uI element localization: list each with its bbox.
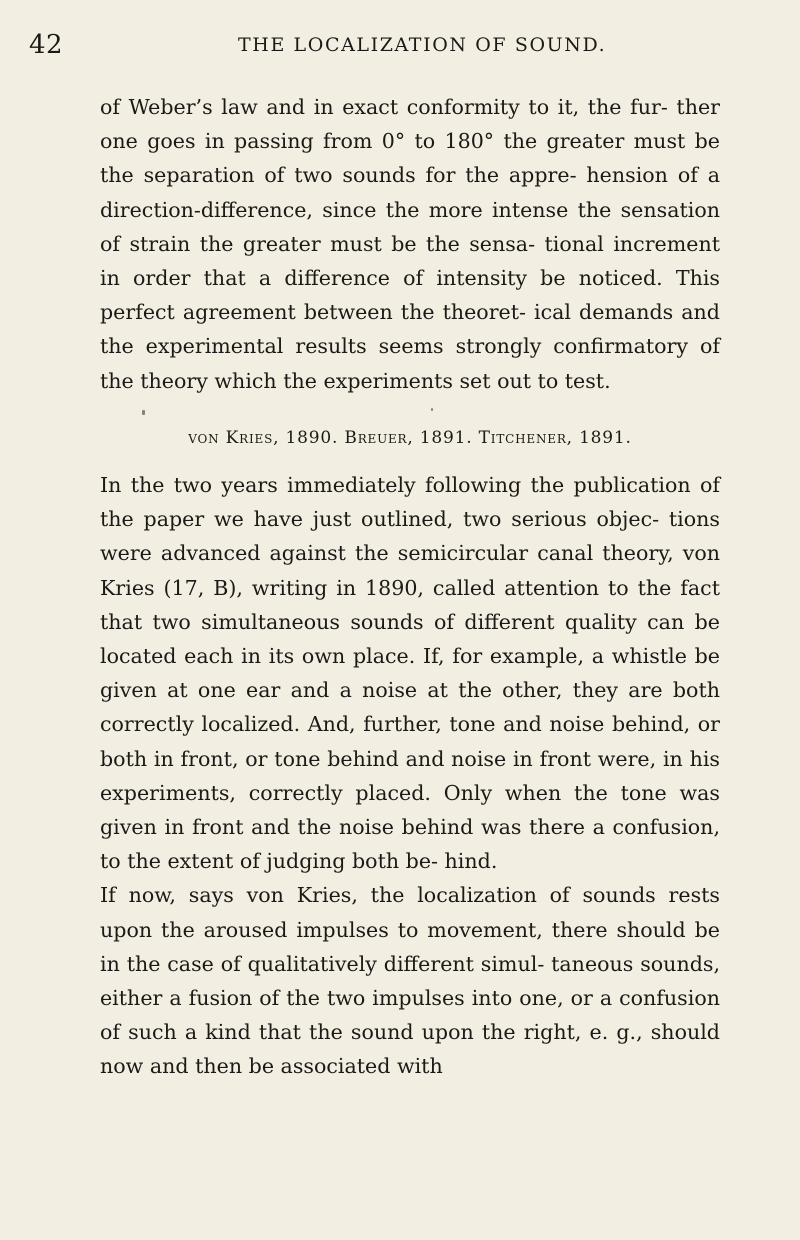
body-text-bottom [100, 468, 720, 1084]
paragraph-if-now: If now, says von Kries, the localization of sounds rests upon the aroused impulses to movement, there should be in the case of qualitatively different simul- taneous sounds, either a fusion of the two impulses into one, or a confusion of such a kind that the sound upon the right, e. g., should now and then be associated with [100, 883, 720, 1079]
body-text-top [100, 90, 720, 398]
print-speck [431, 408, 433, 411]
running-title: THE LOCALIZATION OF SOUND. [238, 34, 607, 56]
running-head [0, 30, 800, 66]
page-number: 42 [29, 30, 64, 60]
paragraph-continued: of Weber’s law and in exact conformity to it, the fur- ther one goes in passing from 0° to 180° the greater must be the separation of two sounds for the appre- hension of a direction-difference, since the more intense the sensation of strain the greater must be the sensa- tional increment in order that a difference of intensity be noticed. This perfect agreement between the theoret- ical demands and the experimental results seems strongly confirmatory of the theory which the experiments set out to test. [100, 95, 720, 393]
section-heading: von Kries, 1890. Breuer, 1891. Titchener, 1891. [188, 428, 632, 448]
paragraph-von-kries: In the two years immediately following the publication of the paper we have just outlined, two serious objec- tions were advanced against the semicircular canal theory, von Kries (17, B), writing in 1890, called attention to the fact that two simultaneous sounds of different quality can be located each in its own place. If, for example, a whistle be given at one ear and a noise at the other, they are both correctly localized. And, further, tone and noise behind, or both in front, or tone behind and noise in front were, in his experiments, correctly placed. Only when the tone was given in front and the noise behind was there a confusion, to the extent of judging both be- hind. [100, 473, 720, 874]
print-speck [142, 410, 145, 415]
